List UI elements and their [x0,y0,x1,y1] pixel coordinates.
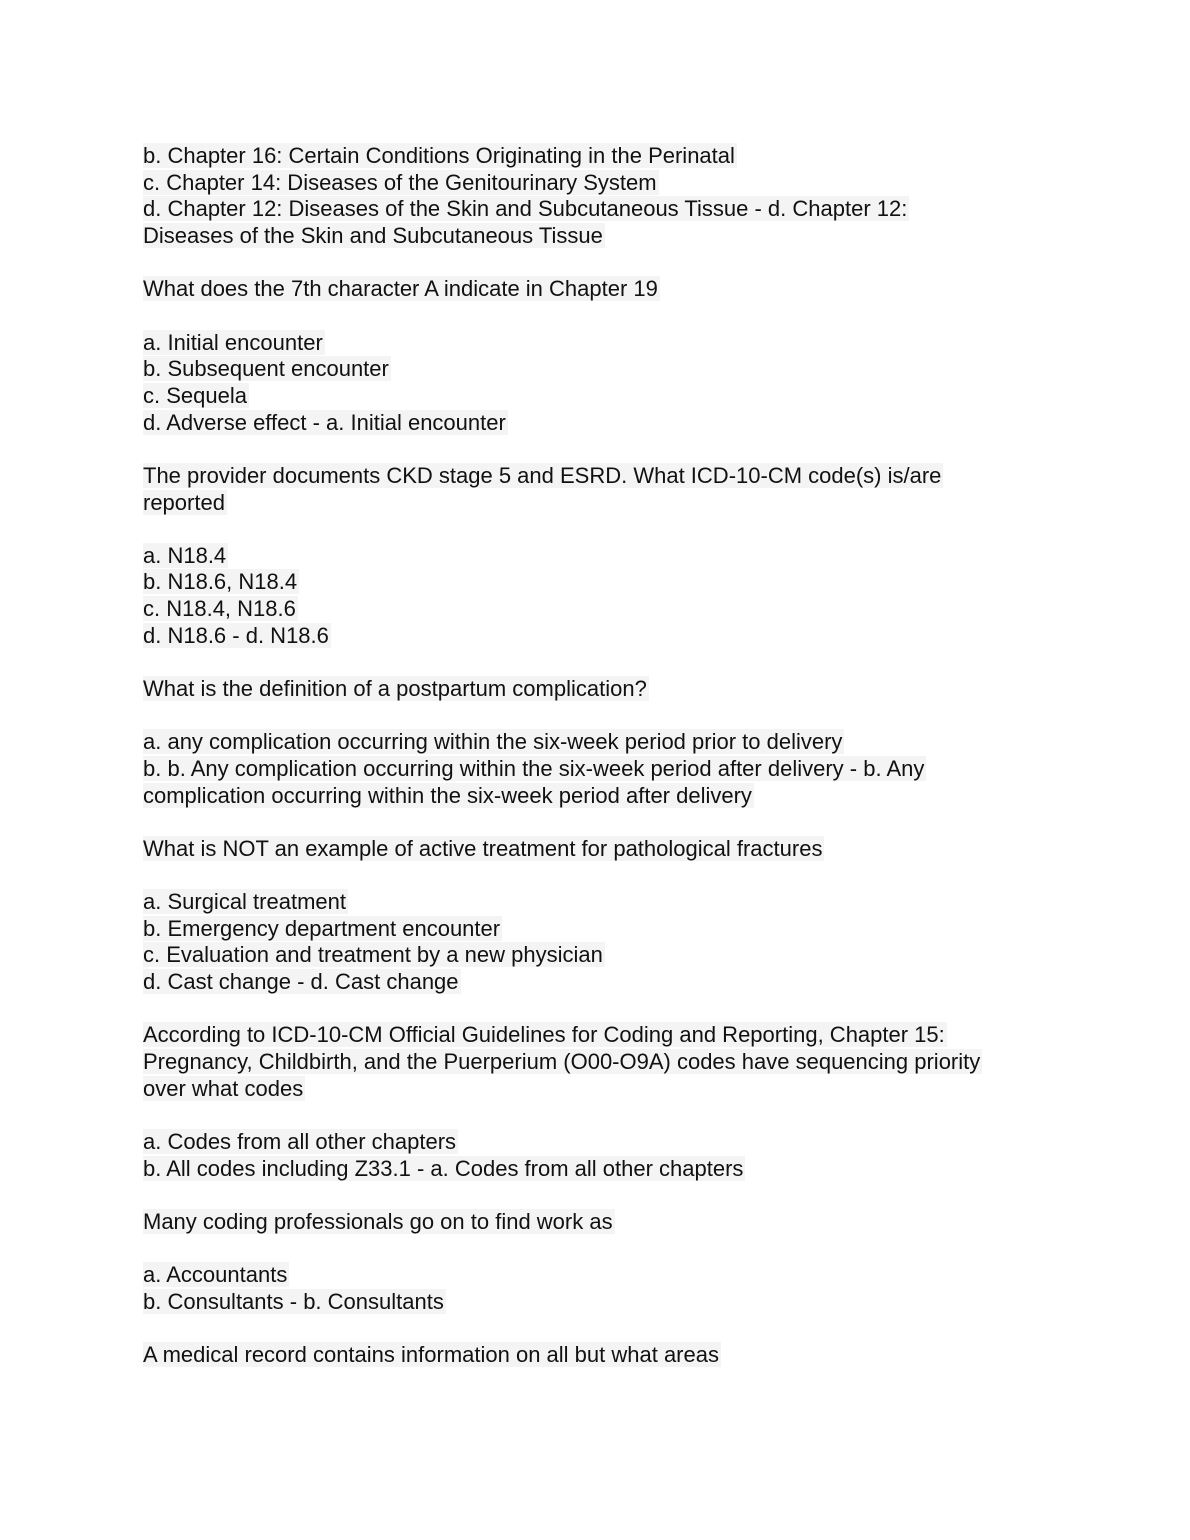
answer-line: Diseases of the Skin and Subcutaneous Tissue [143,223,603,249]
answer-line: b. b. Any complication occurring within the six-week period after delivery - b. Any [143,755,925,781]
answer-block [143,143,1043,250]
answer-line: a. Initial encounter [143,329,323,355]
answer-line: a. Codes from all other chapters [143,1128,457,1154]
answer-block [143,330,1043,437]
answer-line: c. N18.4, N18.6 [143,596,296,622]
question-text: According to ICD-10-CM Official Guidelines for Coding and Reporting, Chapter 15: [143,1022,945,1048]
answer-line: b. Chapter 16: Certain Conditions Originating in the Perinatal [143,143,735,168]
question-text: The provider documents CKD stage 5 and ESRD. What ICD-10-CM code(s) is/are [143,462,942,488]
answer-line: c. Sequela [143,382,247,408]
question-text: over what codes [143,1075,304,1101]
answer-line: c. Chapter 14: Diseases of the Genitourinary System [143,169,657,195]
question-block [143,1209,1043,1236]
answer-line: d. Cast change - d. Cast change [143,969,459,995]
answer-line: c. Evaluation and treatment by a new physician [143,942,603,968]
answer-line: d. N18.6 - d. N18.6 [143,622,329,648]
answer-block [143,729,1043,809]
answer-block [143,889,1043,996]
answer-line: b. All codes including Z33.1 - a. Codes from all other chapters [143,1155,744,1181]
question-block [143,676,1043,703]
answer-line: a. any complication occurring within the six-week period prior to delivery [143,729,843,755]
answer-line: d. Chapter 12: Diseases of the Skin and Subcutaneous Tissue - d. Chapter 12: [143,196,908,222]
answer-block [143,1129,1043,1182]
answer-line: complication occurring within the six-week period after delivery [143,782,752,808]
question-block [143,276,1043,303]
answer-line: a. N18.4 [143,542,227,568]
answer-block [143,1262,1043,1315]
question-block [143,1342,1043,1369]
question-block [143,463,1043,516]
answer-line: b. Subsequent encounter [143,356,389,382]
question-block [143,836,1043,863]
answer-line: d. Adverse effect - a. Initial encounter [143,409,506,435]
answer-block [143,543,1043,650]
answer-line: b. Consultants - b. Consultants [143,1288,444,1314]
question-text: reported [143,489,225,515]
question-text: What is the definition of a postpartum complication? [143,676,647,702]
question-text: What is NOT an example of active treatment for pathological fractures [143,835,823,861]
answer-line: b. N18.6, N18.4 [143,569,298,595]
question-text: Pregnancy, Childbirth, and the Puerperium (O00-O9A) codes have sequencing priority [143,1049,981,1075]
question-text: Many coding professionals go on to find work as [143,1208,613,1234]
answer-line: a. Accountants [143,1262,288,1288]
answer-line: a. Surgical treatment [143,889,346,915]
question-block [143,1022,1043,1102]
question-text: What does the 7th character A indicate in Chapter 19 [143,276,658,302]
question-text: A medical record contains information on all but what areas [143,1342,719,1367]
document-page [143,143,1043,1395]
answer-line: b. Emergency department encounter [143,915,501,941]
